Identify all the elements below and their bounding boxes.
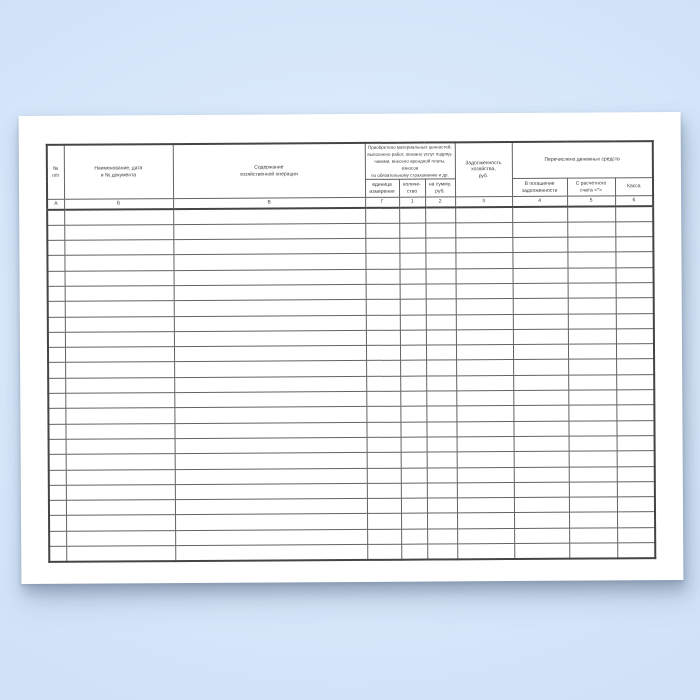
empty-cell xyxy=(175,529,367,545)
empty-cell xyxy=(65,362,174,378)
empty-cell xyxy=(365,223,399,239)
empty-cell xyxy=(426,284,456,299)
empty-cell xyxy=(175,514,367,530)
empty-cell xyxy=(513,298,568,314)
empty-cell xyxy=(400,345,426,360)
empty-cell xyxy=(513,360,568,376)
empty-cell xyxy=(66,484,175,500)
empty-cell xyxy=(48,378,65,393)
empty-cell xyxy=(367,529,401,545)
empty-cell xyxy=(615,252,653,268)
column-letter-cell: А xyxy=(47,199,64,210)
empty-cell xyxy=(367,514,401,530)
empty-cell xyxy=(426,299,456,314)
empty-cell xyxy=(48,409,65,424)
empty-cell xyxy=(455,222,512,238)
empty-cell xyxy=(66,530,175,546)
empty-cell xyxy=(366,376,400,392)
empty-cell xyxy=(400,406,426,421)
empty-cell xyxy=(401,483,427,498)
empty-cell xyxy=(65,331,174,347)
empty-cell xyxy=(65,377,174,393)
empty-cell xyxy=(616,359,654,375)
empty-cell xyxy=(400,315,426,330)
empty-cell xyxy=(513,421,568,437)
empty-cell xyxy=(64,240,173,256)
empty-cell xyxy=(400,330,426,345)
empty-cell xyxy=(48,271,65,286)
empty-cell xyxy=(425,223,455,238)
empty-cell xyxy=(568,268,616,284)
empty-cell xyxy=(175,499,367,515)
empty-cell xyxy=(401,513,427,528)
empty-cell xyxy=(175,483,367,499)
empty-cell xyxy=(456,421,513,437)
empty-cell xyxy=(457,513,514,529)
empty-cell xyxy=(617,451,655,467)
empty-cell xyxy=(175,468,367,484)
empty-cell xyxy=(616,344,654,360)
empty-cell xyxy=(616,420,654,436)
empty-cell xyxy=(514,467,569,483)
empty-cell xyxy=(48,302,65,317)
header-cell-unit: единица измерения xyxy=(365,179,399,197)
empty-cell xyxy=(173,254,365,270)
empty-cell xyxy=(425,238,455,253)
empty-cell xyxy=(49,546,66,561)
empty-cell xyxy=(401,468,427,483)
empty-cell xyxy=(512,253,567,269)
empty-cell xyxy=(49,531,66,546)
empty-cell xyxy=(514,543,569,559)
empty-cell xyxy=(513,283,568,299)
empty-cell xyxy=(174,407,366,423)
empty-cell xyxy=(426,269,456,284)
empty-cell xyxy=(569,543,617,559)
empty-cell xyxy=(616,374,654,390)
empty-cell xyxy=(366,269,400,285)
empty-cell xyxy=(399,223,425,238)
empty-cell xyxy=(49,516,66,531)
empty-cell xyxy=(400,422,426,437)
empty-cell xyxy=(65,347,174,363)
empty-cell xyxy=(175,437,367,453)
empty-cell xyxy=(617,512,655,528)
empty-cell xyxy=(48,424,65,439)
empty-cell xyxy=(427,498,457,513)
empty-cell xyxy=(367,544,401,560)
empty-cell xyxy=(456,375,513,391)
empty-cell xyxy=(367,483,401,499)
empty-cell xyxy=(366,422,400,438)
empty-cell xyxy=(366,315,400,331)
empty-cell xyxy=(456,329,513,345)
column-letter-cell: 4 xyxy=(512,196,567,207)
empty-cell xyxy=(457,528,514,544)
empty-cell xyxy=(367,437,401,453)
empty-cell xyxy=(65,316,174,332)
ledger-table xyxy=(46,140,657,563)
empty-cell xyxy=(513,314,568,330)
empty-cell xyxy=(457,482,514,498)
empty-cell xyxy=(174,346,366,362)
empty-cell xyxy=(48,286,65,301)
empty-cell xyxy=(401,452,427,467)
empty-cell xyxy=(65,393,174,409)
empty-cell xyxy=(66,439,175,455)
empty-cell xyxy=(174,376,366,392)
empty-cell xyxy=(457,452,514,468)
header-group-row xyxy=(47,141,653,181)
empty-cell xyxy=(49,500,66,515)
empty-cell xyxy=(617,497,655,513)
empty-cell xyxy=(174,284,366,300)
empty-cell xyxy=(175,453,367,469)
empty-cell xyxy=(427,513,457,528)
empty-cell xyxy=(174,330,366,346)
empty-cell xyxy=(64,209,173,225)
empty-cell xyxy=(568,390,616,406)
empty-cell xyxy=(514,451,569,467)
empty-cell xyxy=(616,390,654,406)
empty-cell xyxy=(399,238,425,253)
header-cell-acquired-group: Приобретено материальных ценностей, выполнено работ, оказано услуг подряд- чиками, внесено арендной платы, взносов по обязательному страхованию и др. xyxy=(365,142,455,179)
empty-cell xyxy=(48,363,65,378)
empty-cell xyxy=(427,467,457,482)
empty-cell xyxy=(367,498,401,514)
empty-cell xyxy=(365,238,399,254)
header-cell-cash: Касса xyxy=(615,178,653,196)
empty-cell xyxy=(425,253,455,268)
empty-cell xyxy=(457,544,514,560)
empty-cell xyxy=(426,360,456,375)
table-body xyxy=(47,206,655,562)
header-cell-document: Наименование, дата и № документа xyxy=(64,144,173,199)
empty-cell xyxy=(174,269,366,285)
empty-cell xyxy=(47,256,64,271)
header-cell-operation: Содержание хозяйственной операции xyxy=(173,143,365,199)
empty-cell xyxy=(616,405,654,421)
empty-cell xyxy=(401,437,427,452)
empty-cell xyxy=(427,452,457,467)
empty-cell xyxy=(567,206,615,222)
column-letter-cell: 3 xyxy=(455,197,512,208)
column-letter-cell: 1 xyxy=(399,197,425,208)
empty-cell xyxy=(175,544,367,560)
empty-cell xyxy=(66,500,175,516)
empty-cell xyxy=(513,406,568,422)
empty-cell xyxy=(401,498,427,513)
empty-cell xyxy=(366,330,400,346)
empty-cell xyxy=(174,391,366,407)
column-letter-cell: В xyxy=(173,197,365,209)
empty-cell xyxy=(365,208,399,224)
empty-cell xyxy=(400,376,426,391)
header-cell-amount: на сумму, руб. xyxy=(425,179,455,197)
empty-cell xyxy=(456,345,513,361)
empty-cell xyxy=(514,497,569,513)
empty-cell xyxy=(513,375,568,391)
empty-cell xyxy=(456,314,513,330)
empty-cell xyxy=(49,439,66,454)
empty-cell xyxy=(173,208,365,224)
column-letter-cell: 6 xyxy=(615,196,653,207)
empty-cell xyxy=(513,268,568,284)
empty-cell xyxy=(455,238,512,254)
empty-cell xyxy=(65,408,174,424)
empty-cell xyxy=(456,360,513,376)
empty-cell xyxy=(617,466,655,482)
empty-cell xyxy=(569,466,617,482)
empty-cell xyxy=(456,406,513,422)
empty-cell xyxy=(49,454,66,469)
empty-cell xyxy=(457,436,514,452)
empty-cell xyxy=(617,527,655,543)
empty-cell xyxy=(174,361,366,377)
empty-cell xyxy=(512,237,567,253)
column-letter-cell: Г xyxy=(365,197,399,208)
empty-cell xyxy=(426,391,456,406)
empty-cell xyxy=(568,283,616,299)
empty-cell xyxy=(568,359,616,375)
empty-cell xyxy=(455,207,512,223)
empty-cell xyxy=(48,317,65,332)
empty-cell xyxy=(512,222,567,238)
empty-cell xyxy=(568,344,616,360)
empty-cell xyxy=(427,483,457,498)
empty-cell xyxy=(567,252,615,268)
empty-cell xyxy=(513,390,568,406)
empty-cell xyxy=(366,284,400,300)
empty-cell xyxy=(399,253,425,268)
empty-cell xyxy=(173,239,365,255)
empty-cell xyxy=(569,451,617,467)
empty-cell xyxy=(569,482,617,498)
empty-cell xyxy=(456,299,513,315)
empty-cell xyxy=(47,210,64,225)
empty-cell xyxy=(47,240,64,255)
empty-cell xyxy=(514,513,569,529)
empty-cell xyxy=(64,224,173,240)
empty-cell xyxy=(617,481,655,497)
empty-cell xyxy=(569,436,617,452)
empty-cell xyxy=(617,436,655,452)
empty-cell xyxy=(569,497,617,513)
empty-cell xyxy=(173,223,365,239)
empty-cell xyxy=(400,299,426,314)
empty-cell xyxy=(366,361,400,377)
header-cell-debt: Задолженность хозяйства, руб. xyxy=(455,142,512,197)
empty-cell xyxy=(174,422,366,438)
empty-cell xyxy=(427,437,457,452)
empty-cell xyxy=(399,208,425,223)
empty-cell xyxy=(567,222,615,238)
empty-cell xyxy=(65,423,174,439)
empty-cell xyxy=(401,529,427,544)
empty-cell xyxy=(513,344,568,360)
empty-cell xyxy=(401,544,427,559)
empty-cell xyxy=(48,393,65,408)
empty-cell xyxy=(615,221,653,237)
empty-cell xyxy=(569,512,617,528)
empty-cell xyxy=(174,300,366,316)
empty-cell xyxy=(427,529,457,544)
empty-cell xyxy=(456,283,513,299)
empty-cell xyxy=(66,546,175,562)
empty-row xyxy=(49,543,655,562)
empty-cell xyxy=(456,391,513,407)
header-cell-transferred-group: Перечислено денежных средств xyxy=(512,141,653,178)
table-header xyxy=(47,141,653,210)
empty-cell xyxy=(427,544,457,559)
empty-cell xyxy=(514,436,569,452)
empty-cell xyxy=(617,543,655,559)
column-letter-cell: Б xyxy=(64,199,173,210)
column-letter-cell: 2 xyxy=(425,197,455,208)
empty-cell xyxy=(456,268,513,284)
empty-cell xyxy=(425,207,455,222)
empty-cell xyxy=(64,255,173,271)
paper-sheet xyxy=(19,112,684,584)
empty-cell xyxy=(616,298,654,314)
header-cell-row-number: № п/п xyxy=(47,145,64,200)
empty-cell xyxy=(65,270,174,286)
column-letter-cell: 5 xyxy=(567,196,615,207)
empty-cell xyxy=(457,498,514,514)
empty-cell xyxy=(615,237,653,253)
empty-cell xyxy=(567,237,615,253)
empty-cell xyxy=(569,528,617,544)
empty-cell xyxy=(615,206,653,222)
empty-cell xyxy=(400,284,426,299)
empty-cell xyxy=(616,283,654,299)
empty-cell xyxy=(568,313,616,329)
empty-cell xyxy=(365,254,399,270)
empty-cell xyxy=(366,345,400,361)
empty-cell xyxy=(426,376,456,391)
empty-cell xyxy=(400,391,426,406)
empty-cell xyxy=(174,315,366,331)
empty-cell xyxy=(66,469,175,485)
empty-cell xyxy=(616,267,654,283)
empty-cell xyxy=(426,422,456,437)
empty-cell xyxy=(616,329,654,345)
empty-cell xyxy=(400,361,426,376)
empty-cell xyxy=(48,332,65,347)
empty-cell xyxy=(367,468,401,484)
empty-cell xyxy=(47,225,64,240)
empty-cell xyxy=(66,454,175,470)
empty-cell xyxy=(455,253,512,269)
empty-cell xyxy=(616,313,654,329)
header-cell-repayment: В погашение задолженности xyxy=(512,178,567,196)
empty-cell xyxy=(514,482,569,498)
header-cell-account: С расчетного счета <*> xyxy=(567,178,615,196)
empty-cell xyxy=(48,347,65,362)
empty-cell xyxy=(512,207,567,223)
empty-cell xyxy=(514,528,569,544)
empty-cell xyxy=(426,406,456,421)
empty-cell xyxy=(65,286,174,302)
empty-cell xyxy=(426,345,456,360)
empty-cell xyxy=(568,421,616,437)
empty-cell xyxy=(366,407,400,423)
empty-cell xyxy=(400,269,426,284)
empty-cell xyxy=(49,470,66,485)
empty-cell xyxy=(366,299,400,315)
empty-cell xyxy=(568,298,616,314)
empty-cell xyxy=(457,467,514,483)
empty-cell xyxy=(513,329,568,345)
empty-cell xyxy=(426,314,456,329)
empty-cell xyxy=(49,485,66,500)
empty-cell xyxy=(568,405,616,421)
empty-cell xyxy=(366,391,400,407)
header-cell-quantity: количе- ство xyxy=(399,179,425,197)
empty-cell xyxy=(367,452,401,468)
empty-cell xyxy=(65,301,174,317)
empty-cell xyxy=(426,330,456,345)
empty-cell xyxy=(568,375,616,391)
empty-cell xyxy=(568,329,616,345)
empty-cell xyxy=(66,515,175,531)
